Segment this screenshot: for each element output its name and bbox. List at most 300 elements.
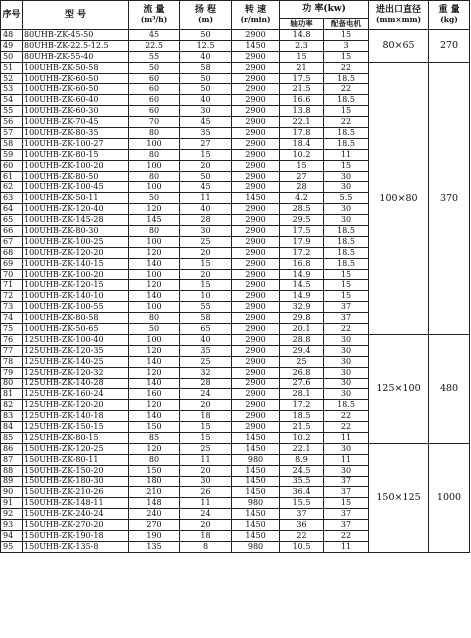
shaft-power-cell: 13.8 (280, 106, 324, 117)
motor-power-cell: 18.5 (324, 247, 369, 258)
diameter-group-cell: 125×100 (369, 334, 429, 443)
row-number: 65 (1, 215, 23, 226)
row-number: 83 (1, 411, 23, 422)
flow-cell: 100 (129, 302, 180, 313)
head-cell: 30 (180, 476, 232, 487)
model-cell: 100UHB-ZK-60-30 (23, 106, 129, 117)
shaft-power-cell: 25 (280, 356, 324, 367)
motor-power-cell: 18.5 (324, 73, 369, 84)
motor-power-cell: 30 (324, 367, 369, 378)
row-number: 59 (1, 149, 23, 160)
speed-cell: 980 (232, 454, 280, 465)
header-no: 序号 (1, 1, 23, 30)
head-cell: 40 (180, 95, 232, 106)
header-head-unit: (m) (197, 14, 214, 24)
row-number: 62 (1, 182, 23, 193)
row-number: 49 (1, 40, 23, 51)
flow-cell: 85 (129, 432, 180, 443)
shaft-power-cell: 21.5 (280, 84, 324, 95)
motor-power-cell: 18.5 (324, 400, 369, 411)
flow-cell: 100 (129, 236, 180, 247)
shaft-power-cell: 16.8 (280, 258, 324, 269)
model-cell: 150UHB-ZK-270-20 (23, 520, 129, 531)
shaft-power-cell: 24.5 (280, 465, 324, 476)
row-number: 87 (1, 454, 23, 465)
flow-cell: 60 (129, 106, 180, 117)
shaft-power-cell: 22 (280, 530, 324, 541)
speed-cell: 2900 (232, 291, 280, 302)
header-speed (232, 1, 280, 30)
header-speed-label: 转 速 (244, 5, 267, 16)
model-cell: 100UHB-ZK-100-27 (23, 138, 129, 149)
head-cell: 32 (180, 367, 232, 378)
row-number: 78 (1, 356, 23, 367)
header-weight-label: 重 量 (438, 5, 460, 16)
flow-cell: 80 (129, 171, 180, 182)
row-number: 55 (1, 106, 23, 117)
row-number: 80 (1, 378, 23, 389)
head-cell: 35 (180, 128, 232, 139)
row-number: 58 (1, 138, 23, 149)
shaft-power-cell: 14.5 (280, 280, 324, 291)
shaft-power-cell: 29.8 (280, 313, 324, 324)
motor-power-cell: 15 (324, 30, 369, 41)
model-cell: 100UHB-ZK-145-28 (23, 215, 129, 226)
flow-cell: 120 (129, 443, 180, 454)
head-cell: 50 (180, 73, 232, 84)
header-diameter-label: 进出口直径 (376, 5, 422, 16)
row-number: 89 (1, 476, 23, 487)
speed-cell: 1450 (232, 432, 280, 443)
flow-cell: 55 (129, 51, 180, 62)
speed-cell: 2900 (232, 149, 280, 160)
head-cell: 40 (180, 204, 232, 215)
motor-power-cell: 15 (324, 498, 369, 509)
head-cell: 18 (180, 530, 232, 541)
head-cell: 40 (180, 334, 232, 345)
motor-power-cell: 30 (324, 443, 369, 454)
shaft-power-cell: 28.5 (280, 204, 324, 215)
model-cell: 125UHB-ZK-120-35 (23, 345, 129, 356)
head-cell: 58 (180, 62, 232, 73)
head-cell: 11 (180, 193, 232, 204)
motor-power-cell: 15 (324, 291, 369, 302)
flow-cell: 80 (129, 226, 180, 237)
flow-cell: 100 (129, 334, 180, 345)
speed-cell: 1450 (232, 530, 280, 541)
model-cell: 100UHB-ZK-100-25 (23, 236, 129, 247)
model-cell: 80UHB-ZK-55-40 (23, 51, 129, 62)
shaft-power-cell: 15 (280, 51, 324, 62)
head-cell: 24 (180, 389, 232, 400)
shaft-power-cell: 29.4 (280, 345, 324, 356)
motor-power-cell: 30 (324, 378, 369, 389)
speed-cell: 1450 (232, 509, 280, 520)
flow-cell: 60 (129, 73, 180, 84)
motor-power-cell: 37 (324, 302, 369, 313)
diameter-group-cell: 80×65 (369, 30, 429, 63)
flow-cell: 140 (129, 258, 180, 269)
speed-cell: 2900 (232, 422, 280, 433)
speed-cell: 2900 (232, 280, 280, 291)
flow-cell: 270 (129, 520, 180, 531)
speed-cell: 2900 (232, 128, 280, 139)
head-cell: 15 (180, 258, 232, 269)
flow-cell: 80 (129, 128, 180, 139)
speed-cell: 1450 (232, 520, 280, 531)
shaft-power-cell: 17.2 (280, 247, 324, 258)
shaft-power-cell: 10.2 (280, 432, 324, 443)
model-cell: 100UHB-ZK-100-20 (23, 160, 129, 171)
table-row (1, 334, 470, 345)
header-flow (129, 1, 180, 30)
shaft-power-cell: 16.6 (280, 95, 324, 106)
motor-power-cell: 22 (324, 411, 369, 422)
table-row (1, 30, 470, 41)
row-number: 70 (1, 269, 23, 280)
speed-cell: 2900 (232, 411, 280, 422)
head-cell: 28 (180, 378, 232, 389)
speed-cell: 2900 (232, 106, 280, 117)
shaft-power-cell: 37 (280, 509, 324, 520)
motor-power-cell: 22 (324, 84, 369, 95)
speed-cell: 2900 (232, 313, 280, 324)
head-cell: 40 (180, 51, 232, 62)
motor-power-cell: 30 (324, 182, 369, 193)
shaft-power-cell: 4.2 (280, 193, 324, 204)
shaft-power-cell: 14.8 (280, 30, 324, 41)
model-cell: 100UHB-ZK-80-50 (23, 171, 129, 182)
motor-power-cell: 22 (324, 530, 369, 541)
shaft-power-cell: 27 (280, 171, 324, 182)
flow-cell: 60 (129, 95, 180, 106)
flow-cell: 80 (129, 149, 180, 160)
flow-cell: 50 (129, 62, 180, 73)
model-cell: 100UHB-ZK-140-15 (23, 258, 129, 269)
speed-cell: 1450 (232, 443, 280, 454)
model-cell: 100UHB-ZK-80-35 (23, 128, 129, 139)
model-cell: 150UHB-ZK-180-30 (23, 476, 129, 487)
flow-cell: 150 (129, 465, 180, 476)
head-cell: 18 (180, 411, 232, 422)
model-cell: 100UHB-ZK-120-40 (23, 204, 129, 215)
diameter-group-cell: 100×80 (369, 62, 429, 334)
flow-cell: 160 (129, 389, 180, 400)
flow-cell: 240 (129, 509, 180, 520)
flow-cell: 80 (129, 454, 180, 465)
header-speed-unit: (r/min) (240, 14, 271, 24)
row-number: 77 (1, 345, 23, 356)
model-cell: 150UHB-ZK-120-25 (23, 443, 129, 454)
motor-power-cell: 37 (324, 520, 369, 531)
motor-power-cell: 30 (324, 204, 369, 215)
speed-cell: 2900 (232, 400, 280, 411)
head-cell: 20 (180, 520, 232, 531)
shaft-power-cell: 32.9 (280, 302, 324, 313)
weight-group-cell: 370 (429, 62, 470, 334)
head-cell: 25 (180, 236, 232, 247)
model-cell: 125UHB-ZK-140-25 (23, 356, 129, 367)
speed-cell: 2900 (232, 258, 280, 269)
flow-cell: 140 (129, 356, 180, 367)
model-cell: 100UHB-ZK-140-10 (23, 291, 129, 302)
motor-power-cell: 22 (324, 324, 369, 335)
row-number: 91 (1, 498, 23, 509)
motor-power-cell: 18.5 (324, 226, 369, 237)
model-cell: 100UHB-ZK-80-58 (23, 313, 129, 324)
row-number: 90 (1, 487, 23, 498)
head-cell: 25 (180, 356, 232, 367)
motor-power-cell: 3 (324, 40, 369, 51)
model-cell: 125UHB-ZK-120-32 (23, 367, 129, 378)
shaft-power-cell: 17.9 (280, 236, 324, 247)
model-cell: 100UHB-ZK-60-50 (23, 84, 129, 95)
header-model: 型 号 (23, 1, 129, 30)
shaft-power-cell: 35.5 (280, 476, 324, 487)
head-cell: 15 (180, 149, 232, 160)
flow-cell: 100 (129, 160, 180, 171)
model-cell: 100UHB-ZK-120-15 (23, 280, 129, 291)
header-flow-label: 流 量 (143, 5, 165, 16)
head-cell: 24 (180, 509, 232, 520)
head-cell: 26 (180, 487, 232, 498)
header-head (180, 1, 232, 30)
row-number: 95 (1, 541, 23, 552)
speed-cell: 2900 (232, 117, 280, 128)
flow-cell: 45 (129, 30, 180, 41)
flow-cell: 70 (129, 117, 180, 128)
head-cell: 20 (180, 269, 232, 280)
model-cell: 100UHB-ZK-100-20 (23, 269, 129, 280)
flow-cell: 22.5 (129, 40, 180, 51)
shaft-power-cell: 28 (280, 182, 324, 193)
row-number: 69 (1, 258, 23, 269)
flow-cell: 180 (129, 476, 180, 487)
speed-cell: 2900 (232, 62, 280, 73)
head-cell: 45 (180, 182, 232, 193)
motor-power-cell: 15 (324, 160, 369, 171)
speed-cell: 1450 (232, 465, 280, 476)
model-cell: 150UHB-ZK-148-11 (23, 498, 129, 509)
model-cell: 150UHB-ZK-240-24 (23, 509, 129, 520)
row-number: 63 (1, 193, 23, 204)
head-cell: 27 (180, 138, 232, 149)
shaft-power-cell: 21.5 (280, 422, 324, 433)
motor-power-cell: 37 (324, 487, 369, 498)
table-row (1, 443, 470, 454)
head-cell: 35 (180, 345, 232, 356)
row-number: 72 (1, 291, 23, 302)
motor-power-cell: 30 (324, 465, 369, 476)
speed-cell: 1450 (232, 193, 280, 204)
flow-cell: 100 (129, 269, 180, 280)
row-number: 50 (1, 51, 23, 62)
model-cell: 100UHB-ZK-50-11 (23, 193, 129, 204)
row-number: 84 (1, 422, 23, 433)
diameter-group-cell: 150×125 (369, 443, 429, 552)
motor-power-cell: 11 (324, 454, 369, 465)
speed-cell: 2900 (232, 356, 280, 367)
model-cell: 125UHB-ZK-100-40 (23, 334, 129, 345)
speed-cell: 1450 (232, 487, 280, 498)
head-cell: 45 (180, 117, 232, 128)
speed-cell: 2900 (232, 247, 280, 258)
speed-cell: 2900 (232, 160, 280, 171)
motor-power-cell: 18.5 (324, 236, 369, 247)
head-cell: 15 (180, 422, 232, 433)
row-number: 71 (1, 280, 23, 291)
head-cell: 30 (180, 226, 232, 237)
shaft-power-cell: 17.8 (280, 128, 324, 139)
speed-cell: 2900 (232, 215, 280, 226)
speed-cell: 2900 (232, 334, 280, 345)
flow-cell: 210 (129, 487, 180, 498)
row-number: 92 (1, 509, 23, 520)
head-cell: 15 (180, 432, 232, 443)
motor-power-cell: 37 (324, 313, 369, 324)
flow-cell: 150 (129, 422, 180, 433)
flow-cell: 120 (129, 204, 180, 215)
flow-cell: 120 (129, 345, 180, 356)
motor-power-cell: 11 (324, 149, 369, 160)
speed-cell: 2900 (232, 84, 280, 95)
speed-cell: 2900 (232, 378, 280, 389)
shaft-power-cell: 28.8 (280, 334, 324, 345)
head-cell: 28 (180, 215, 232, 226)
head-cell: 50 (180, 30, 232, 41)
flow-cell: 120 (129, 400, 180, 411)
table-row (1, 62, 470, 73)
row-number: 93 (1, 520, 23, 531)
row-number: 57 (1, 128, 23, 139)
row-number: 86 (1, 443, 23, 454)
motor-power-cell: 30 (324, 345, 369, 356)
row-number: 79 (1, 367, 23, 378)
speed-cell: 2900 (232, 30, 280, 41)
shaft-power-cell: 10.5 (280, 541, 324, 552)
row-number: 54 (1, 95, 23, 106)
head-cell: 30 (180, 106, 232, 117)
weight-group-cell: 1000 (429, 443, 470, 552)
head-cell: 50 (180, 84, 232, 95)
shaft-power-cell: 20.1 (280, 324, 324, 335)
speed-cell: 2900 (232, 182, 280, 193)
model-cell: 80UHB-ZK-45-50 (23, 30, 129, 41)
model-cell: 125UHB-ZK-140-28 (23, 378, 129, 389)
model-cell: 100UHB-ZK-100-55 (23, 302, 129, 313)
header-diameter-unit: (mm×mm) (375, 14, 422, 24)
shaft-power-cell: 2.3 (280, 40, 324, 51)
head-cell: 12.5 (180, 40, 232, 51)
head-cell: 10 (180, 291, 232, 302)
row-number: 82 (1, 400, 23, 411)
head-cell: 11 (180, 454, 232, 465)
model-cell: 100UHB-ZK-120-20 (23, 247, 129, 258)
head-cell: 15 (180, 280, 232, 291)
flow-cell: 50 (129, 193, 180, 204)
flow-cell: 60 (129, 84, 180, 95)
motor-power-cell: 18.5 (324, 138, 369, 149)
row-number: 61 (1, 171, 23, 182)
speed-cell: 980 (232, 498, 280, 509)
head-cell: 65 (180, 324, 232, 335)
motor-power-cell: 18.5 (324, 128, 369, 139)
speed-cell: 1450 (232, 40, 280, 51)
flow-cell: 135 (129, 541, 180, 552)
shaft-power-cell: 27.6 (280, 378, 324, 389)
row-number: 52 (1, 73, 23, 84)
header-head-label: 扬 程 (194, 5, 217, 16)
model-cell: 125UHB-ZK-160-24 (23, 389, 129, 400)
shaft-power-cell: 18.4 (280, 138, 324, 149)
speed-cell: 2900 (232, 51, 280, 62)
model-cell: 125UHB-ZK-120-20 (23, 400, 129, 411)
header-diameter (369, 1, 429, 30)
model-cell: 150UHB-ZK-80-11 (23, 454, 129, 465)
head-cell: 20 (180, 400, 232, 411)
header-power: 功 率(kw) (280, 1, 369, 19)
shaft-power-cell: 8.9 (280, 454, 324, 465)
row-number: 73 (1, 302, 23, 313)
motor-power-cell: 30 (324, 215, 369, 226)
shaft-power-cell: 29.5 (280, 215, 324, 226)
shaft-power-cell: 18.5 (280, 411, 324, 422)
speed-cell: 2900 (232, 367, 280, 378)
head-cell: 25 (180, 443, 232, 454)
motor-power-cell: 22 (324, 62, 369, 73)
head-cell: 20 (180, 247, 232, 258)
motor-power-cell: 5.5 (324, 193, 369, 204)
model-cell: 80UHB-ZK-22.5-12.5 (23, 40, 129, 51)
flow-cell: 148 (129, 498, 180, 509)
model-cell: 100UHB-ZK-70-45 (23, 117, 129, 128)
flow-cell: 120 (129, 247, 180, 258)
model-cell: 150UHB-ZK-150-20 (23, 465, 129, 476)
motor-power-cell: 37 (324, 509, 369, 520)
shaft-power-cell: 17.5 (280, 73, 324, 84)
flow-cell: 140 (129, 291, 180, 302)
model-cell: 100UHB-ZK-80-15 (23, 149, 129, 160)
flow-cell: 80 (129, 313, 180, 324)
model-cell: 100UHB-ZK-50-58 (23, 62, 129, 73)
row-number: 81 (1, 389, 23, 400)
motor-power-cell: 37 (324, 476, 369, 487)
row-number: 76 (1, 334, 23, 345)
shaft-power-cell: 14.9 (280, 291, 324, 302)
shaft-power-cell: 10.2 (280, 149, 324, 160)
speed-cell: 980 (232, 541, 280, 552)
motor-power-cell: 15 (324, 106, 369, 117)
header-weight (429, 1, 470, 30)
speed-cell: 2900 (232, 95, 280, 106)
model-cell: 100UHB-ZK-100-45 (23, 182, 129, 193)
table-header (1, 1, 470, 30)
shaft-power-cell: 15 (280, 160, 324, 171)
motor-power-cell: 30 (324, 356, 369, 367)
head-cell: 58 (180, 313, 232, 324)
motor-power-cell: 15 (324, 280, 369, 291)
flow-cell: 120 (129, 367, 180, 378)
row-number: 56 (1, 117, 23, 128)
row-number: 94 (1, 530, 23, 541)
row-number: 60 (1, 160, 23, 171)
motor-power-cell: 30 (324, 334, 369, 345)
shaft-power-cell: 15.5 (280, 498, 324, 509)
row-number: 67 (1, 236, 23, 247)
row-number: 48 (1, 30, 23, 41)
model-cell: 100UHB-ZK-50-65 (23, 324, 129, 335)
flow-cell: 145 (129, 215, 180, 226)
